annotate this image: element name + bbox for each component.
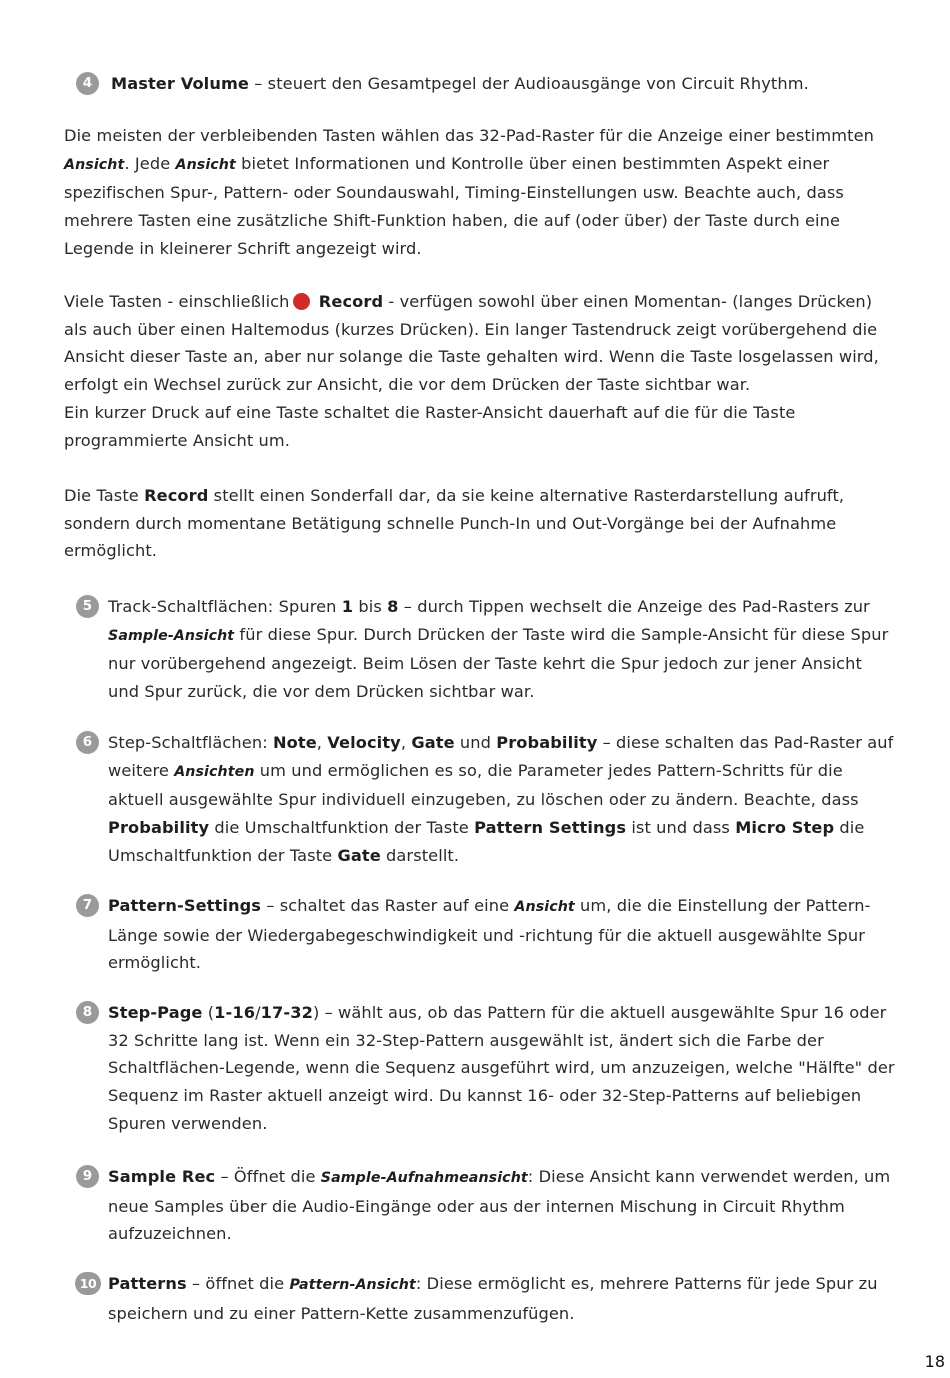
track-buttons-item: Track-Schaltflächen: Spuren 1 bis 8 – durch Tippen wechselt die Anzeige des Pad-Rasters zur Sample-Ansicht für diese Spur. Durch Drücken der Taste wird die Sample-Ansicht für diese Spur nur vorübergehend angezeigt. Beim Lösen der Taste kehrt die Spur jedoch zur jener Ansicht und Spur zurück, die vor dem Drücken sichtbar war. xyxy=(108,597,889,702)
callout-number-10: 10 xyxy=(75,1272,101,1295)
intro-paragraph: Die meisten der verbleibenden Tasten wählen das 32-Pad-Raster für die Anzeige einer bestimmten Ansicht. Jede Ansicht bietet Informationen und Kontrolle über einen bestimmten Aspekt einer spezifischen Spur-, Pattern- oder Soundauswahl, Timing-Einstellungen usw. Beachte auch, dass mehrere Tasten eine zusätzliche Shift-Funktion haben, die auf (oder über) der Taste durch eine Legende in kleinerer Schrift angezeigt wird. xyxy=(64,126,875,258)
step-buttons-item: Step-Schaltflächen: Note, Velocity, Gate und Probability – diese schalten das Pad-Raster auf weitere Ansichten um und ermöglichen es so, die Parameter jedes Pattern-Schritts für die aktuell ausgewählte Spur individuell einzugeben, zu löschen oder zu ändern. Beachte, dass Probability die Umschaltfunktion der Taste Pattern Settings ist und dass Micro Step die Umschaltfunktion der Taste Gate darstellt. xyxy=(108,733,894,865)
term-record: Record xyxy=(144,486,209,505)
view-term: Sample-Ansicht xyxy=(108,627,235,644)
callout-number-5: 5 xyxy=(76,595,99,618)
callout-number-4: 4 xyxy=(76,72,99,95)
view-term: Ansicht xyxy=(64,156,125,173)
view-term: Sample-Aufnahmeansicht xyxy=(320,1170,528,1186)
record-dot-icon xyxy=(293,293,310,310)
callout-number-9: 9 xyxy=(76,1165,99,1188)
master-volume-item: Master Volume – steuert den Gesamtpegel der Audioausgänge von Circuit Rhythm. xyxy=(111,74,809,93)
view-term: Ansicht xyxy=(514,899,575,915)
callout-number-7: 7 xyxy=(76,894,99,917)
term-master-volume: Master Volume xyxy=(111,74,249,93)
record-paragraph: Die Taste Record stellt einen Sonderfall dar, da sie keine alternative Rasterdarstellung aufruft, sondern durch momentane Betätigung schnelle Punch-In und Out-Vorgänge bei der Aufnahme ermöglicht. xyxy=(64,486,845,561)
pattern-settings-item: Pattern-Settings – schaltet das Raster auf eine Ansicht um, die die Einstellung der Pattern-Länge sowie der Wiedergabegeschwindigkeit und -richtung für die aktuell ausgewählte Spur ermöglicht. xyxy=(108,896,871,973)
patterns-item: Patterns – öffnet die Pattern-Ansicht: Diese ermöglicht es, mehrere Patterns für jede Spur zu speichern und zu einer Pattern-Kette zusammenzufügen. xyxy=(108,1274,878,1323)
callout-number-6: 6 xyxy=(76,731,99,754)
term-record: Record xyxy=(318,292,384,311)
view-term: Ansicht xyxy=(175,156,236,173)
step-page-item: Step-Page (1-16/17-32) – wählt aus, ob das Pattern für die aktuell ausgewählte Spur 16 oder 32 Schritte lang ist. Wenn ein 32-Step-Pattern ausgewählt ist, ändert sich die Farbe der Schaltflächen-Legende, wenn die Sequenz ausgeführt wird, um anzuzeigen, welche "Hälfte" der Sequenz im Raster aktuell anzeigt wird. Du kannst 16- oder 32-Step-Patterns auf beliebigen Spuren verwenden. xyxy=(108,1003,895,1133)
momentary-paragraph: Viele Tasten - einschließlich Record - verfügen sowohl über einen Momentan- (langes Drücken) als auch über einen Haltemodus (kurzes Drücken). Ein langer Tastendruck zeigt vorübergehend die Ansicht dieser Taste an, aber nur solange die Taste gehalten wird. Wenn die Taste losgelassen wird, erfolgt ein Wechsel zurück zur Ansicht, die vor dem Drücken der Taste sichtbar war. Ein kurzer Druck auf eine Taste schaltet die Raster-Ansicht dauerhaft auf die für die Taste programmierte Ansicht um. xyxy=(64,292,879,450)
view-term: Pattern-Ansicht xyxy=(289,1277,416,1293)
sample-rec-item: Sample Rec – Öffnet die Sample-Aufnahmeansicht: Diese Ansicht kann verwendet werden, um neue Samples über die Audio-Eingänge oder aus der internen Mischung in Circuit Rhythm aufzuzeichnen. xyxy=(108,1167,891,1244)
page-number: 18 xyxy=(924,1352,945,1371)
view-term: Ansichten xyxy=(174,763,255,780)
callout-number-8: 8 xyxy=(76,1001,99,1024)
